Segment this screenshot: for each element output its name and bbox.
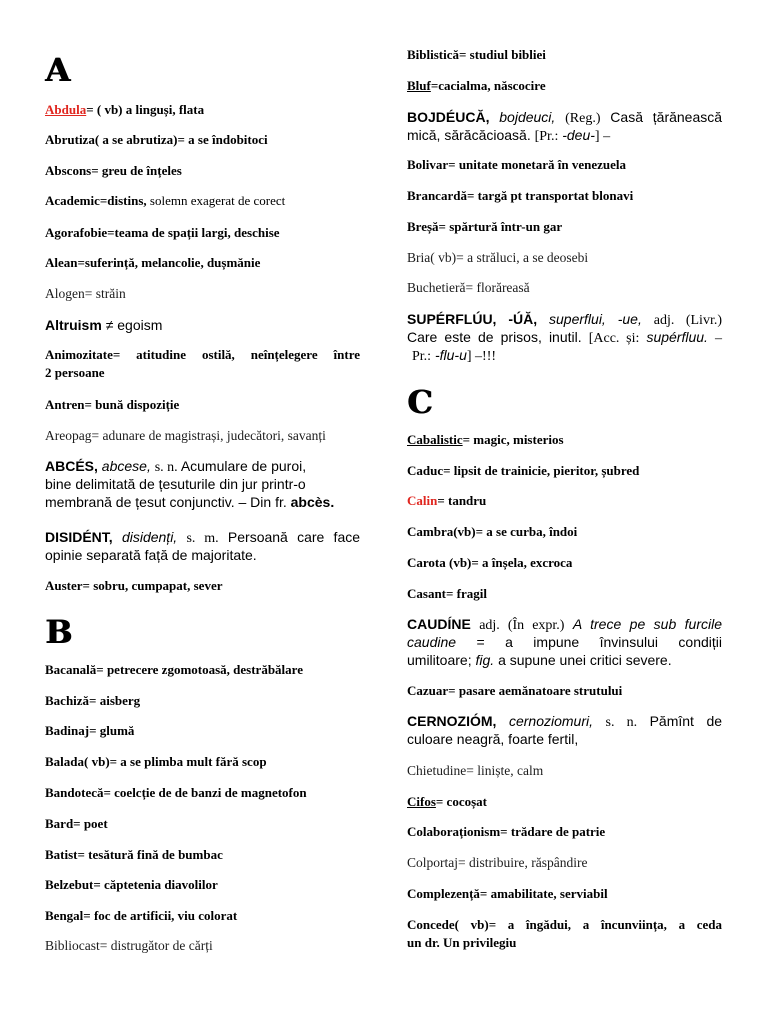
- entry-definition: a supune unei critici severe.: [498, 652, 672, 668]
- entry-bria: Bria( vb)= a străluci, a se deosebi: [407, 250, 589, 265]
- entry-cernoziom: [407, 712, 722, 748]
- section-heading-b: B: [45, 613, 73, 651]
- entry-animozitate: [45, 346, 360, 382]
- entry-dash: –: [715, 331, 723, 346]
- entry-superfluu: [407, 310, 722, 364]
- entry-altruism: [45, 316, 162, 334]
- entry-definition: mică, sărăcăcioasă.: [407, 127, 531, 143]
- entry-balada: Balada( vb)= a se plimba mult fără scop: [45, 754, 267, 769]
- entry-bresa: Breșă= spărtură într-un gar: [407, 219, 563, 234]
- entry-term: Abdula: [45, 102, 87, 117]
- entry-forms: superflui,: [549, 311, 606, 327]
- entry-definition: = a impune învinsului condiții: [476, 634, 723, 650]
- entry-grammar: adj. (Livr.): [653, 313, 722, 328]
- entry-line: Animozitate= atitudine ostilă, neînțelegere între: [45, 347, 360, 362]
- entry-chietudine: Chietudine= liniște, calm: [407, 763, 544, 778]
- entry-forms: -ue,: [617, 311, 642, 327]
- entry-feminine: -ÚĂ,: [508, 311, 538, 327]
- entry-definition: membrană de țesut conjunctiv. – Din fr.: [45, 494, 287, 510]
- section-heading-a: A: [45, 51, 70, 89]
- entry-accent: supérfluu.: [646, 329, 708, 345]
- entry-line: 2 persoane: [45, 365, 105, 380]
- entry-bojdeuca: [407, 108, 722, 144]
- entry-bengal: Bengal= foc de artificii, viu colorat: [45, 908, 238, 923]
- entry-cazuar: Cazuar= pasare aemănatoare strutului: [407, 683, 623, 698]
- entry-headword: DISIDÉNT,: [45, 529, 113, 545]
- entry-term: Altruism: [45, 317, 102, 333]
- entry-definition: ≠ egoism: [105, 317, 163, 333]
- entry-bard: Bard= poet: [45, 816, 108, 831]
- entry-line: [407, 328, 722, 346]
- entry-term: Cifos: [407, 794, 436, 809]
- entry-definition: = ( vb) a linguși, flata: [86, 102, 205, 117]
- entry-line: culoare neagră, foarte fertil,: [407, 731, 579, 747]
- entry-grammar: s. m.: [186, 531, 219, 546]
- entry-bluf: [407, 77, 546, 95]
- entry-headword: CAUDÍNE: [407, 616, 471, 632]
- entry-etymology: abcès.: [290, 494, 335, 510]
- entry-pronunciation-close: ] –: [594, 129, 611, 144]
- entry-definition: = magic, misterios: [462, 432, 564, 447]
- entry-biblistica: Biblistică= studiul bibliei: [407, 47, 546, 62]
- entry-definition: Care este de prisos, inutil.: [407, 329, 582, 345]
- entry-line: [407, 310, 722, 328]
- entry-abces: [45, 457, 360, 511]
- entry-grammar: adj. (În expr.): [479, 618, 565, 633]
- entry-antren: Antren= bună dispoziție: [45, 397, 180, 412]
- entry-auster: Auster= sobru, cumpapat, sever: [45, 578, 223, 593]
- entry-line: [407, 633, 722, 651]
- entry-bibliocast: Bibliocast= distrugător de cărți: [45, 938, 213, 953]
- entry-badinaj: Badinaj= glumă: [45, 723, 135, 738]
- entry-casant: Casant= fragil: [407, 586, 487, 601]
- entry-pronunciation: -deu-: [562, 127, 595, 143]
- entry-headword: SUPÉRFLÚU,: [407, 311, 497, 327]
- entry-figurative: fig.: [475, 652, 495, 668]
- entry-term: Academic=distins,: [45, 193, 147, 208]
- entry-definition: umilitoare;: [407, 652, 472, 668]
- entry-definition: =cacialma, născocire: [430, 78, 546, 93]
- entry-alean: Alean=suferință, melancolie, dușmănie: [45, 255, 261, 270]
- entry-pronunciation-open: [Pr.:: [534, 129, 559, 144]
- entry-headword: BOJDÉUCĂ,: [407, 109, 490, 125]
- entry-headword: ABCÉS,: [45, 458, 98, 474]
- entry-line: Concede( vb)= a îngădui, a încunviința, a ceda: [407, 917, 722, 932]
- entry-areopag: Areopag= adunare de magistrași, judecători, savanți: [45, 428, 326, 443]
- entry-region: (Reg.): [565, 111, 601, 126]
- entry-forms: cernoziomuri,: [508, 713, 593, 729]
- entry-definition: solemn exagerat de corect: [149, 193, 286, 208]
- entry-caudine: [407, 615, 722, 669]
- entry-abrutiza: Abrutiza( a se abrutiza)= a se îndobitoci: [45, 132, 268, 147]
- entry-definition: = cocoșat: [435, 794, 487, 809]
- entry-academic: [45, 192, 285, 210]
- entry-line: [45, 528, 360, 546]
- entry-abscons: Abscons= greu de înțeles: [45, 163, 182, 178]
- entry-alogen: Alogen= străin: [45, 286, 126, 301]
- entry-complezenta: Complezență= amabilitate, serviabil: [407, 886, 608, 901]
- entry-grammar: s. n.: [605, 715, 638, 730]
- entry-line: un dr. Un privilegiu: [407, 935, 517, 950]
- entry-disident: [45, 528, 360, 564]
- entry-grammar: s. n.: [154, 460, 178, 475]
- entry-colaborationism: Colaboraționism= trădare de patrie: [407, 824, 606, 839]
- entry-phrase: caudine: [407, 634, 457, 650]
- entry-brancarda: Brancardă= targă pt transportat blonavi: [407, 188, 634, 203]
- entry-line: [407, 651, 722, 669]
- entry-headword: CERNOZIÓM,: [407, 713, 497, 729]
- entry-concede: [407, 916, 722, 952]
- entry-bandoteca: Bandotecă= coelcție de de banzi de magnetofon: [45, 785, 307, 800]
- entry-abdula: [45, 101, 204, 119]
- entry-line: bine delimitată de țesuturile din jur printr-o: [45, 476, 306, 492]
- entry-agorafobie: Agorafobie=teama de spații largi, deschise: [45, 225, 280, 240]
- entry-cambra: Cambra(vb)= a se curba, îndoi: [407, 524, 578, 539]
- entry-line: [407, 615, 722, 633]
- entry-line: [45, 493, 360, 511]
- entry-line: [407, 108, 722, 126]
- entry-forms: disidenți,: [121, 529, 178, 545]
- entry-cifos: [407, 793, 487, 811]
- entry-line: opinie separată față de majoritate.: [45, 547, 257, 563]
- entry-batist: Batist= tesătură fină de bumbac: [45, 847, 223, 862]
- entry-line: [45, 457, 360, 475]
- entry-bolivar: Bolivar= unitate monetară în venezuela: [407, 157, 626, 172]
- entry-pronunciation-close: ] –!!!: [466, 349, 497, 364]
- entry-caduc: Caduc= lipsit de trainicie, pieritor, șubred: [407, 463, 640, 478]
- entry-carota: Carota (vb)= a înșela, excroca: [407, 555, 573, 570]
- entry-definition: Casă țărănească: [610, 109, 723, 125]
- entry-bachiza: Bachiză= aisberg: [45, 693, 141, 708]
- entry-calin: [407, 492, 486, 510]
- entry-definition: Acumulare de puroi,: [180, 458, 307, 474]
- section-heading-c: C: [407, 383, 433, 421]
- entry-term: Cabalistic: [407, 432, 463, 447]
- entry-forms: abcese,: [101, 458, 151, 474]
- entry-cabalistic: [407, 431, 564, 449]
- entry-pronunciation: -flu-u: [434, 347, 467, 363]
- entry-term: Bluf: [407, 78, 431, 93]
- entry-phrase: A trece pe sub furcile: [572, 616, 722, 632]
- entry-definition: Persoană care face: [227, 529, 361, 545]
- entry-buchetiera: Buchetieră= florăreasă: [407, 280, 530, 295]
- entry-pronunciation-open: Pr.:: [412, 349, 432, 364]
- entry-definition: = tandru: [437, 493, 487, 508]
- entry-accent-open: [Acc. și:: [588, 331, 640, 346]
- entry-line: [407, 712, 722, 730]
- entry-definition: Pămînt de: [649, 713, 723, 729]
- entry-forms: bojdeuci,: [499, 109, 556, 125]
- entry-colportaj: Colportaj= distribuire, răspândire: [407, 855, 588, 870]
- entry-belzebut: Belzebut= căptetenia diavolilor: [45, 877, 218, 892]
- entry-line: [407, 346, 722, 364]
- entry-line: [407, 126, 722, 144]
- entry-bacanala: Bacanală= petrecere zgomotoasă, destrăbălare: [45, 662, 303, 677]
- entry-term: Calin: [407, 493, 438, 508]
